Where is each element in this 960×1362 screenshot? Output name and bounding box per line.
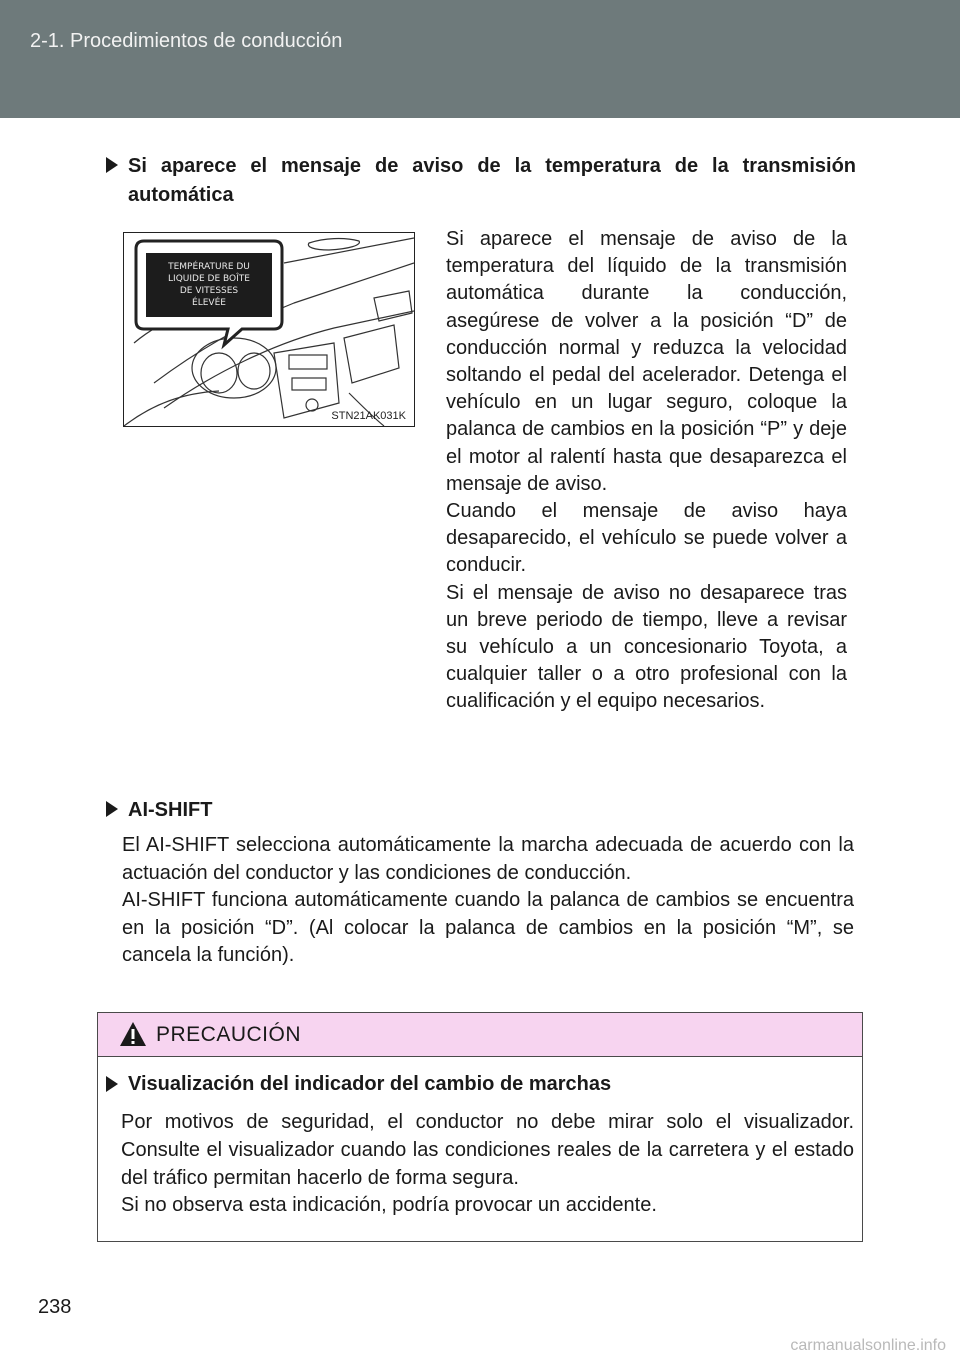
caution-header (98, 1013, 862, 1057)
bullet-triangle-icon (106, 1076, 118, 1092)
warning-message-heading: Si aparece el mensaje de aviso de la temperatura de la transmisión automática (106, 152, 856, 210)
bullet-triangle-icon (106, 801, 118, 817)
paragraph: Cuando el mensaje de aviso haya desaparecido, el vehículo se puede volver a conducir. (446, 500, 847, 577)
dashboard-drawing (124, 233, 414, 426)
page-number: 238 (38, 1296, 72, 1318)
paragraph: Si el mensaje de aviso no desaparece tras un breve periodo de tiempo, lleve a revisar su vehículo a un concesionario Toyota, a cualquier taller o a otro profesional con la cualificación y el equipo necesarios. (446, 581, 847, 713)
page-header (0, 0, 960, 118)
display-line-1: TEMPÉRATURE DU (168, 262, 250, 272)
warning-message-text (446, 226, 847, 716)
caution-body (121, 1109, 854, 1220)
section-title: 2-1. Procedimientos de conducción (30, 30, 343, 52)
display-line-3: DE VITESSES (179, 286, 239, 296)
display-line-2: LIQUIDE DE BOÎTE (168, 274, 250, 284)
warning-triangle-icon (119, 1021, 147, 1047)
ai-shift-paragraph-1: El AI-SHIFT selecciona automáticamente la marcha adecuada de acuerdo con la actuación del conductor y las condiciones de conducción. (122, 834, 854, 884)
dashboard-illustration (123, 232, 415, 427)
bullet-triangle-icon (106, 157, 118, 173)
display-line-4: ÉLEVÉE (192, 298, 226, 308)
caution-box (97, 1012, 863, 1242)
watermark: carmanualsonline.info (790, 1337, 946, 1354)
figure-code: STN21AK031K (331, 410, 406, 422)
caution-label: PRECAUCIÓN (156, 1023, 302, 1046)
paragraph: Por motivos de seguridad, el conductor no debe mirar solo el visualizador. Consulte el visualizador cuando las condiciones reales de la carretera y el estado del tráfico permitan hacerlo de forma segura. (121, 1111, 854, 1189)
ai-shift-heading: AI-SHIFT (106, 796, 856, 825)
caution-heading: Visualización del indicador del cambio de marchas (106, 1073, 846, 1096)
ai-shift-paragraph-2: AI-SHIFT funciona automáticamente cuando la palanca de cambios se encuentra en la posición “D”. (Al colocar la palanca de cambios en la posición “M”, se cancela la función). (122, 889, 854, 966)
paragraph: Si aparece el mensaje de aviso de la temperatura del líquido de la transmisión automática durante la conducción, asegúrese de volver a la posición “D” de conducción normal y reduzca la velocidad soltando el pedal del acelerador. Detenga el vehículo en un lugar seguro, coloque la palanca de cambios en la posición “P” y deje el motor al ralentí hasta que desaparezca el mensaje de aviso. (446, 228, 847, 495)
paragraph: Si no observa esta indicación, podría provocar un accidente. (121, 1194, 657, 1217)
